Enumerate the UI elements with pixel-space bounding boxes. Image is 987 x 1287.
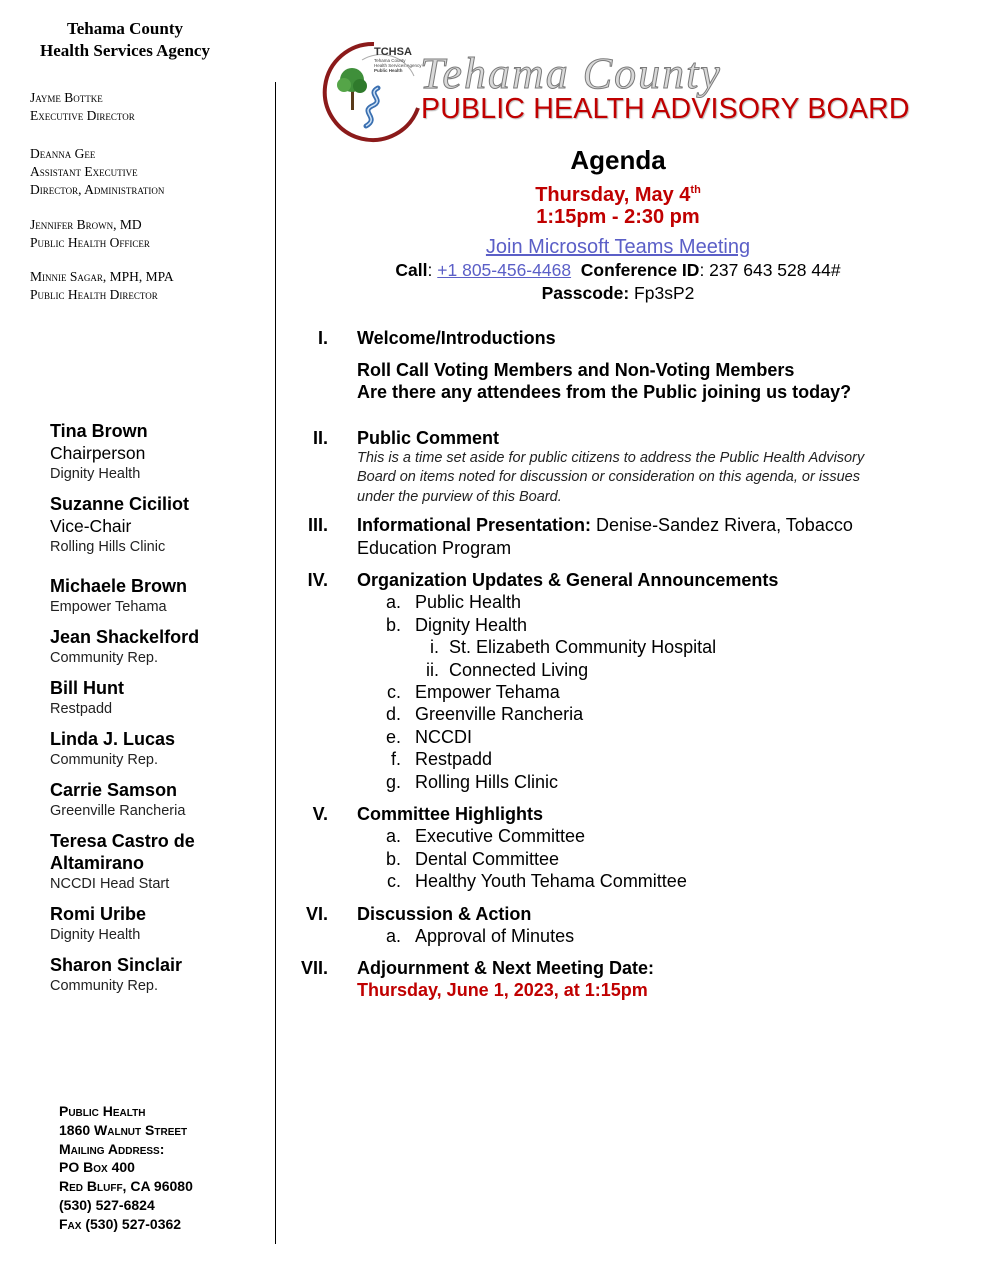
call-label: Call: [395, 260, 428, 280]
item-number: I.: [317, 328, 328, 348]
agenda-title: Agenda: [570, 145, 666, 175]
board-member: [50, 903, 270, 945]
sub-item-letter: c.: [386, 682, 401, 702]
conference-label: Conference ID: [580, 260, 700, 280]
sub-sub-item-text: Connected Living: [449, 660, 589, 680]
sub-item-text: Public Health: [415, 592, 522, 612]
member-name: Tina Brown: [50, 421, 148, 441]
member-name: Sharon Sinclair: [50, 955, 183, 975]
logo-text: Public Health: [374, 68, 403, 73]
item-title: Public Comment: [357, 428, 500, 448]
sub-item: [371, 726, 472, 749]
item-title: Informational Presentation:: [357, 515, 592, 535]
sub-item-letter: d.: [385, 704, 401, 724]
sub-item-text: NCCDI: [415, 727, 472, 747]
sub-item-letter: b.: [385, 615, 401, 635]
sub-item-text: Healthy Youth Tehama Committee: [415, 871, 687, 891]
date-suffix: th: [690, 184, 701, 196]
sub-item-text: Dental Committee: [415, 849, 560, 869]
sub-item-letter: f.: [390, 749, 401, 769]
meeting-date: [276, 178, 960, 207]
item-content: [357, 514, 917, 537]
address-line: Mailing Address:: [59, 1140, 165, 1157]
item-text: Roll Call Voting Members and Non-Voting Members: [357, 360, 795, 380]
river-icon: [366, 88, 378, 126]
item-title: Adjournment & Next Meeting Date:: [357, 958, 655, 978]
sub-item-letter: a.: [385, 926, 401, 946]
item-number: III.: [307, 515, 328, 535]
sub-item-text: Empower Tehama: [415, 682, 560, 702]
staff-assistant-executive-director: [30, 145, 270, 199]
member-role: Vice-Chair: [50, 516, 132, 536]
sub-item-letter: c.: [386, 871, 401, 891]
sub-item-letter: b.: [385, 849, 401, 869]
logo-text: Tehama County: [374, 58, 406, 63]
description-line: under the purview of this Board.: [357, 488, 562, 505]
item-text: Education Program: [357, 538, 512, 558]
agency-name: [0, 18, 250, 62]
member-name: Teresa Castro de: [50, 831, 195, 851]
member-name-continued: Altamirano: [50, 853, 145, 873]
item-title: Discussion & Action: [357, 904, 532, 924]
member-org: Community Rep.: [50, 650, 158, 666]
address-line: Public Health: [59, 1103, 146, 1119]
sub-item-text: Greenville Rancheria: [415, 704, 584, 724]
item-number: II.: [312, 428, 328, 448]
staff-public-health-officer: [30, 216, 270, 252]
address-line: (530) 527-6824: [59, 1196, 155, 1213]
member-org: NCCDI Head Start: [50, 876, 170, 892]
board-member: [50, 626, 270, 668]
staff-name: Jennifer Brown, MD: [30, 217, 142, 232]
staff-public-health-director: [30, 268, 270, 304]
board-member: [50, 830, 270, 894]
member-org: Rolling Hills Clinic: [50, 539, 166, 555]
item-title: Organization Updates & General Announcements: [357, 570, 779, 590]
sub-sub-item-numeral: i.: [430, 637, 439, 657]
member-org: Greenville Rancheria: [50, 803, 186, 819]
address-line: Red Bluff, CA 96080: [59, 1178, 193, 1195]
call-info: Call: +1 805-456-4468 Conference ID: 237 643 528 44#: [395, 260, 841, 280]
sub-sub-item-text: St. Elizabeth Community Hospital: [449, 637, 717, 657]
member-name: Michaele Brown: [50, 576, 188, 596]
staff-name: Minnie Sagar, MPH, MPA: [30, 269, 174, 284]
member-org: Dignity Health: [50, 927, 141, 943]
address-line: PO Box 400: [59, 1159, 135, 1176]
sub-sub-item-numeral: ii.: [426, 660, 439, 680]
member-org: Empower Tehama: [50, 599, 167, 615]
sub-item: [371, 681, 560, 704]
description-line: Board on items noted for discussion or consideration on this agenda, or issues: [357, 469, 860, 486]
item-number: V.: [312, 804, 328, 824]
meeting-time: 1:15pm - 2:30 pm: [536, 206, 700, 228]
staff-name: Deanna Gee: [30, 146, 96, 161]
sub-item-text: Rolling Hills Clinic: [415, 772, 559, 792]
passcode-label: Passcode:: [541, 283, 630, 303]
sub-item-letter: e.: [385, 727, 401, 747]
item-description: [357, 449, 917, 507]
passcode-value: Fp3sP2: [634, 283, 695, 303]
sub-item: [371, 870, 687, 893]
sub-item-text: Restpadd: [415, 749, 493, 769]
member-org: Dignity Health: [50, 466, 141, 482]
staff-title: Assistant Executive: [30, 164, 138, 179]
member-name: Bill Hunt: [50, 678, 124, 698]
item-title: Welcome/Introductions: [357, 328, 556, 348]
board-member: [50, 420, 270, 484]
passcode-info: [276, 282, 960, 304]
county-script-title: Tehama County: [420, 49, 722, 98]
member-name: Suzanne Ciciliot: [50, 494, 190, 514]
tchsa-logo: [322, 40, 426, 144]
sub-item-letter: a.: [385, 592, 401, 612]
staff-executive-director: [30, 89, 270, 125]
conference-id: 237 643 528 44#: [709, 260, 841, 280]
sub-item: [371, 591, 521, 614]
address-line: 1860 Walnut Street: [59, 1121, 188, 1138]
member-org: Community Rep.: [50, 752, 158, 768]
board-member: [50, 728, 270, 770]
member-role: Chairperson: [50, 443, 146, 463]
board-member: [50, 954, 270, 996]
member-org: Restpadd: [50, 701, 113, 717]
board-member: [50, 779, 270, 821]
item-text: Denise-Sandez Rivera, Tobacco: [591, 515, 853, 535]
board-member: [50, 677, 270, 719]
staff-title: Executive Director: [30, 108, 135, 123]
next-meeting-date: Thursday, June 1, 2023, at 1:15pm: [357, 980, 648, 1000]
join-teams-link[interactable]: Join Microsoft Teams Meeting: [485, 236, 751, 258]
item-number: IV.: [307, 570, 328, 590]
sub-item: [371, 703, 583, 726]
description-line: This is a time set aside for public citizens to address the Public Health Advisory: [357, 450, 865, 466]
staff-title: Public Health Director: [30, 287, 158, 302]
sub-item: [371, 748, 492, 771]
staff-name: Jayme Bottke: [30, 90, 103, 105]
tree-icon: [337, 68, 367, 110]
sub-item: [371, 614, 527, 637]
sub-item: [371, 925, 574, 948]
address-line: Fax (530) 527-0362: [59, 1215, 182, 1232]
board-member: [50, 575, 270, 617]
sub-item-text: Executive Committee: [415, 826, 586, 846]
agency-name-line1: Tehama County: [66, 19, 184, 38]
board-title: PUBLIC HEALTH ADVISORY BOARD: [421, 93, 910, 125]
sub-item-text: Approval of Minutes: [415, 926, 575, 946]
agency-name-line2: Health Services Agency: [40, 41, 210, 60]
item-number: VI.: [305, 904, 328, 924]
board-member: [50, 493, 270, 557]
meeting-date-text: Thursday, May 4: [535, 184, 691, 206]
member-name: Romi Uribe: [50, 904, 147, 924]
item-number: VII.: [300, 958, 328, 978]
item-text: Are there any attendees from the Public joining us today?: [357, 382, 852, 402]
sub-item-letter: g.: [385, 772, 401, 792]
staff-title: Director, Administration: [30, 182, 165, 197]
sub-item: [371, 825, 585, 848]
staff-title: Public Health Officer: [30, 235, 150, 250]
member-org: Community Rep.: [50, 978, 158, 994]
mailing-address: [59, 1102, 279, 1234]
logo-acronym: TCHSA: [374, 46, 412, 58]
item-title: Committee Highlights: [357, 804, 544, 824]
sub-sub-item: [415, 659, 588, 682]
member-name: Carrie Samson: [50, 780, 178, 800]
sub-item-letter: a.: [385, 826, 401, 846]
phone-link[interactable]: +1 805-456-4468: [437, 260, 572, 280]
sub-sub-item: [415, 636, 716, 659]
member-name: Jean Shackelford: [50, 627, 200, 647]
sub-item-text: Dignity Health: [415, 615, 528, 635]
sub-item: [371, 771, 558, 794]
logo-text: Health Services Agency: [374, 63, 422, 68]
sub-item: [371, 848, 559, 871]
member-name: Linda J. Lucas: [50, 729, 176, 749]
